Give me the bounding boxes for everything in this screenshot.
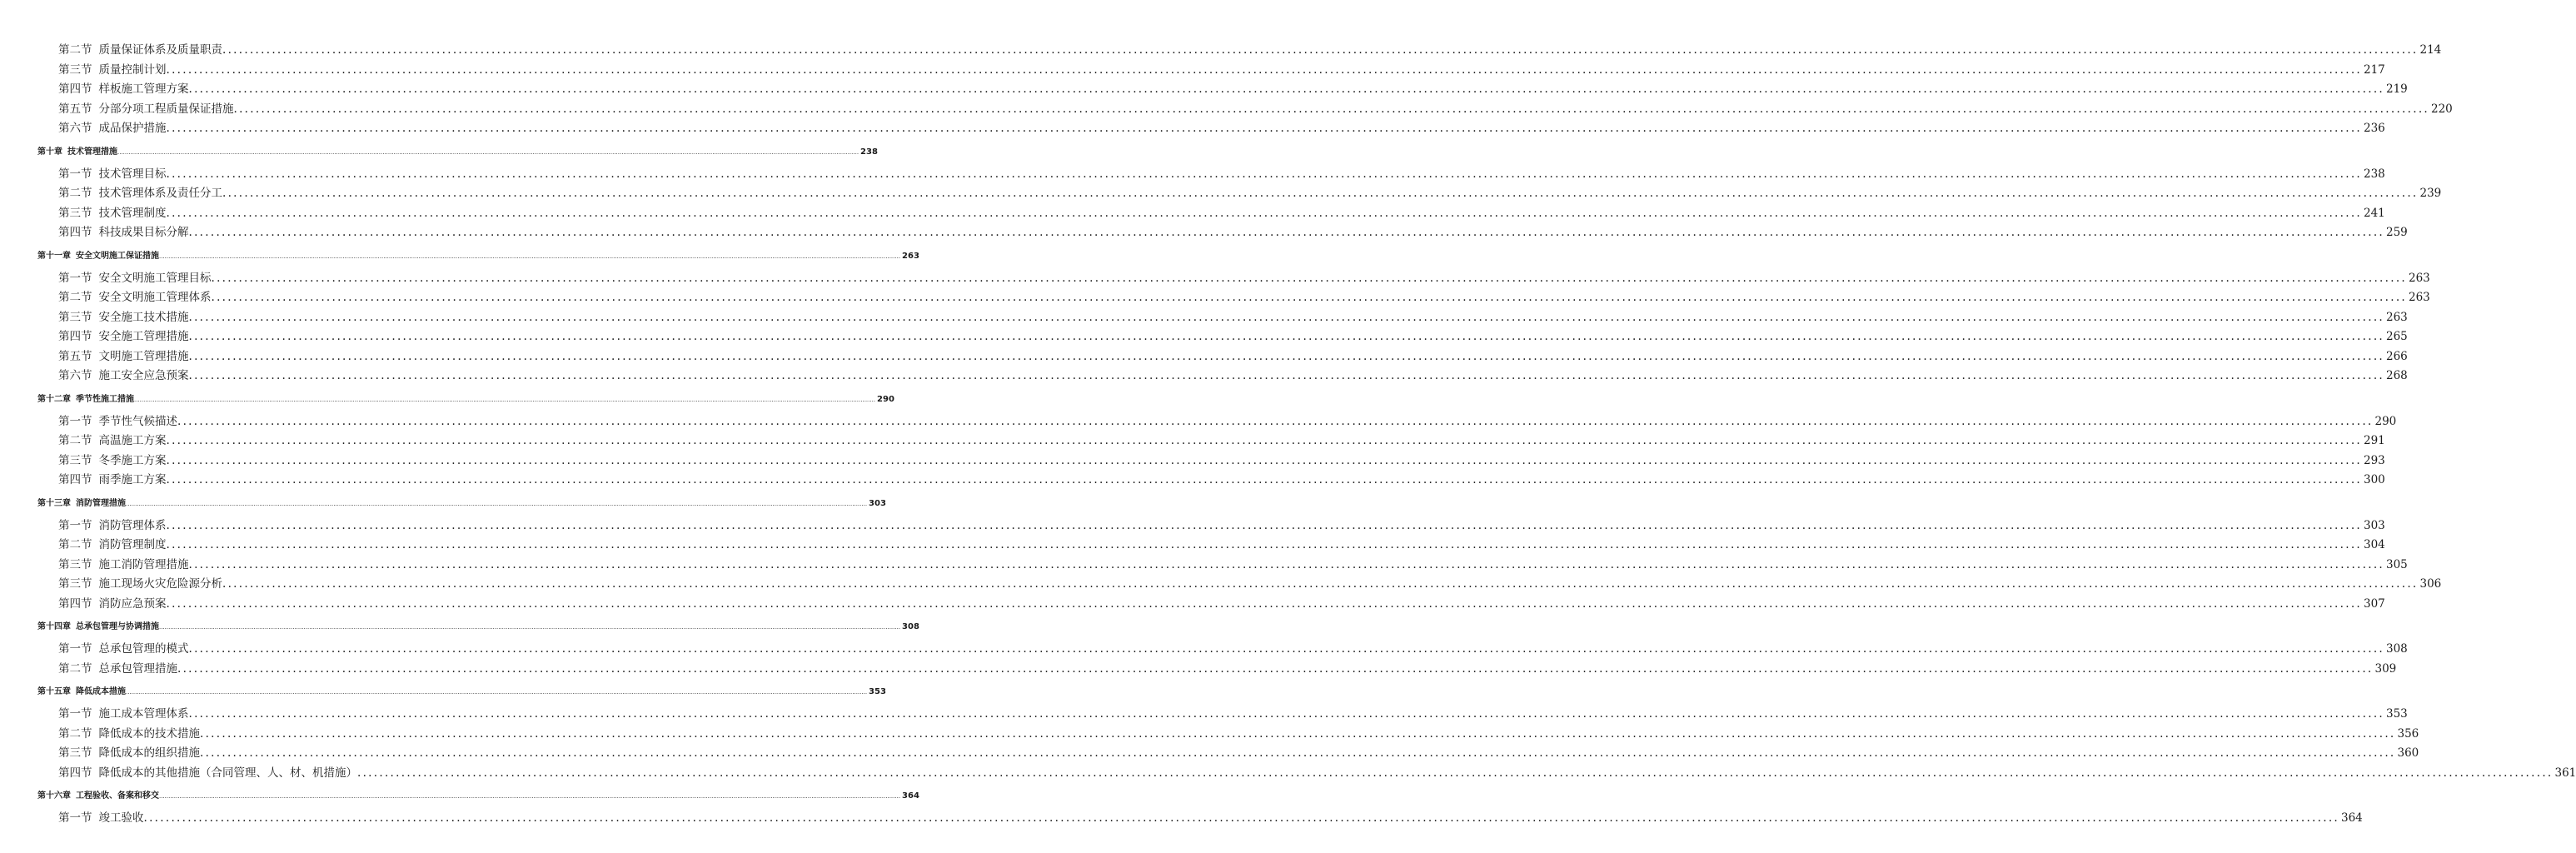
dot-leader: ................................................................................................................................................................................................................................................................................................................................................................................................................ [117, 148, 859, 156]
section-title: 安全施工管理措施 [98, 330, 189, 343]
page-number: 290 [2374, 414, 2397, 428]
toc-section-entry[interactable] [58, 535, 2385, 551]
toc-section-entry[interactable] [58, 470, 2385, 486]
toc-section-entry[interactable] [58, 268, 2430, 285]
toc-chapter-entry[interactable] [37, 684, 886, 697]
toc-section-entry[interactable] [58, 327, 2408, 343]
toc-chapter-entry[interactable] [37, 248, 919, 262]
section-number: 第三节 [58, 310, 92, 324]
dot-leader: ................................................................................................................................................................................................................................................................................................................................................................................................................ [188, 349, 2384, 363]
page-number: 266 [2386, 349, 2408, 363]
section-title: 安全文明施工管理体系 [98, 291, 212, 304]
page-number: 303 [2364, 518, 2385, 532]
dot-leader: ................................................................................................................................................................................................................................................................................................................................................................................................................ [166, 596, 2362, 611]
section-number: 第四节 [58, 226, 92, 239]
section-number: 第一节 [58, 707, 92, 721]
chapter-number: 第十二章 [37, 394, 71, 404]
section-number: 第五节 [58, 102, 92, 116]
section-title: 降低成本的组织措施 [98, 746, 200, 760]
section-number: 第二节 [58, 434, 92, 447]
dot-leader: ................................................................................................................................................................................................................................................................................................................................................................................................................ [188, 82, 2384, 96]
dot-leader: ................................................................................................................................................................................................................................................................................................................................................................................................................ [222, 577, 2419, 591]
page-number: 238 [860, 147, 878, 157]
page-number: 265 [2386, 330, 2408, 343]
toc-section-entry[interactable] [58, 60, 2385, 77]
chapter-title: 技术管理措施 [67, 147, 117, 157]
dot-leader: ................................................................................................................................................................................................................................................................................................................................................................................................................ [159, 624, 901, 631]
toc-section-entry[interactable] [58, 763, 2576, 780]
page-number: 304 [2364, 538, 2385, 551]
section-title: 技术管理目标 [98, 167, 167, 181]
section-title: 质量保证体系及质量职责 [98, 43, 222, 57]
section-title: 安全施工技术措施 [98, 310, 189, 324]
section-number: 第四节 [58, 766, 92, 780]
dot-leader: ................................................................................................................................................................................................................................................................................................................................................................................................................ [177, 661, 2374, 676]
page-number: 305 [2386, 557, 2408, 571]
page-number: 300 [2364, 473, 2385, 486]
dot-leader: ................................................................................................................................................................................................................................................................................................................................................................................................................ [143, 811, 2339, 825]
dot-leader: ................................................................................................................................................................................................................................................................................................................................................................................................................ [166, 538, 2362, 551]
toc-section-entry[interactable] [58, 307, 2408, 324]
chapter-number: 第十六章 [37, 791, 71, 801]
section-number: 第三节 [58, 577, 92, 591]
toc-chapter-entry[interactable] [37, 619, 919, 632]
chapter-number: 第十五章 [37, 687, 71, 696]
page-number: 353 [2386, 707, 2408, 721]
toc-section-entry[interactable] [58, 118, 2385, 135]
dot-leader: ................................................................................................................................................................................................................................................................................................................................................................................................................ [188, 226, 2384, 239]
dot-leader: ................................................................................................................................................................................................................................................................................................................................................................................................................ [200, 726, 2396, 741]
page-number: 219 [2386, 82, 2408, 96]
section-title: 文明施工管理措施 [98, 349, 189, 363]
page-number: 291 [2364, 434, 2385, 447]
toc-section-entry[interactable] [58, 79, 2408, 96]
section-number: 第三节 [58, 62, 92, 77]
toc-section-entry[interactable] [58, 347, 2408, 363]
dot-leader: ................................................................................................................................................................................................................................................................................................................................................................................................................ [188, 707, 2384, 721]
page-number: 308 [902, 622, 919, 631]
page-number: 236 [2364, 122, 2385, 135]
toc-section-entry[interactable] [58, 366, 2408, 382]
toc-chapter-entry[interactable] [37, 788, 919, 801]
section-title: 冬季施工方案 [98, 453, 167, 467]
section-title: 雨季施工方案 [98, 473, 167, 486]
chapter-number: 第十三章 [37, 498, 71, 508]
toc-section-entry[interactable] [58, 516, 2385, 532]
page-number: 239 [2419, 187, 2442, 200]
toc-section-entry[interactable] [58, 431, 2385, 447]
chapter-number: 第十四章 [37, 622, 71, 631]
dot-leader: ................................................................................................................................................................................................................................................................................................................................................................................................................ [222, 43, 2419, 57]
toc-section-entry[interactable] [58, 659, 2397, 676]
toc-section-entry[interactable] [58, 412, 2397, 428]
dot-leader: ................................................................................................................................................................................................................................................................................................................................................................................................................ [134, 396, 876, 403]
dot-leader: ................................................................................................................................................................................................................................................................................................................................................................................................................ [166, 122, 2362, 135]
page-number: 263 [2386, 310, 2408, 324]
toc-section-entry[interactable] [58, 164, 2385, 181]
toc-chapter-entry[interactable] [37, 496, 886, 509]
section-number: 第二节 [58, 187, 92, 200]
toc-section-entry[interactable] [58, 222, 2408, 239]
page-number: 364 [2341, 811, 2363, 825]
section-title: 施工消防管理措施 [98, 557, 189, 571]
dot-leader: ................................................................................................................................................................................................................................................................................................................................................................................................................ [188, 310, 2384, 324]
toc-section-entry[interactable] [58, 594, 2385, 611]
chapter-title: 降低成本措施 [76, 687, 126, 696]
toc-section-entry[interactable] [58, 704, 2408, 721]
section-number: 第三节 [58, 557, 92, 571]
dot-leader: ................................................................................................................................................................................................................................................................................................................................................................................................................ [166, 62, 2362, 77]
dot-leader: ................................................................................................................................................................................................................................................................................................................................................................................................................ [211, 271, 2407, 285]
section-number: 第一节 [58, 167, 92, 181]
section-number: 第二节 [58, 661, 92, 676]
toc-section-entry[interactable] [58, 203, 2385, 220]
section-title: 消防管理制度 [98, 538, 167, 551]
section-title: 分部分项工程质量保证措施 [98, 102, 234, 116]
section-title: 降低成本的其他措施（合同管理、人、材、机措施） [98, 766, 357, 780]
page-number: 217 [2364, 62, 2385, 77]
page-number: 241 [2364, 206, 2385, 220]
section-number: 第二节 [58, 726, 92, 741]
dot-leader: ................................................................................................................................................................................................................................................................................................................................................................................................................ [188, 642, 2384, 656]
page-number: 308 [2386, 642, 2408, 656]
page-number: 214 [2419, 43, 2442, 57]
dot-leader: ................................................................................................................................................................................................................................................................................................................................................................................................................ [166, 473, 2362, 486]
dot-leader: ................................................................................................................................................................................................................................................................................................................................................................................................................ [177, 414, 2374, 428]
page-number: 309 [2374, 661, 2397, 676]
toc-chapter-entry[interactable] [37, 144, 878, 157]
section-title: 施工现场火灾危险源分析 [98, 577, 222, 591]
chapter-number: 第十一章 [37, 251, 71, 261]
dot-leader: ................................................................................................................................................................................................................................................................................................................................................................................................................ [188, 330, 2384, 343]
section-title: 安全文明施工管理目标 [98, 271, 212, 285]
section-number: 第一节 [58, 271, 92, 285]
page-number: 364 [902, 791, 919, 801]
dot-leader: ................................................................................................................................................................................................................................................................................................................................................................................................................ [166, 167, 2362, 181]
toc-section-entry[interactable] [58, 743, 2419, 760]
section-number: 第一节 [58, 518, 92, 532]
chapter-title: 消防管理措施 [76, 498, 126, 508]
toc-section-entry[interactable] [58, 451, 2385, 467]
page-number: 356 [2397, 726, 2419, 741]
page-number: 293 [2364, 453, 2385, 467]
page-number: 238 [2364, 167, 2385, 181]
dot-leader: ................................................................................................................................................................................................................................................................................................................................................................................................................ [188, 369, 2384, 382]
page-number: 361 [2554, 766, 2576, 780]
dot-leader: ................................................................................................................................................................................................................................................................................................................................................................................................................ [357, 766, 2554, 780]
dot-leader: ................................................................................................................................................................................................................................................................................................................................................................................................................ [222, 187, 2419, 200]
section-number: 第五节 [58, 349, 92, 363]
chapter-title: 季节性施工措施 [76, 394, 134, 404]
toc-section-entry[interactable] [58, 287, 2430, 304]
toc-chapter-entry[interactable] [37, 392, 894, 405]
page-number: 263 [2409, 291, 2430, 304]
section-title: 技术管理体系及责任分工 [98, 187, 222, 200]
chapter-title: 总承包管理与协调措施 [76, 622, 159, 631]
section-number: 第四节 [58, 330, 92, 343]
section-number: 第六节 [58, 122, 92, 135]
section-title: 科技成果目标分解 [98, 226, 189, 239]
toc-section-entry[interactable] [58, 555, 2408, 571]
section-number: 第一节 [58, 414, 92, 428]
section-title: 消防应急预案 [98, 596, 167, 611]
section-number: 第三节 [58, 746, 92, 760]
section-number: 第二节 [58, 43, 92, 57]
dot-leader: ................................................................................................................................................................................................................................................................................................................................................................................................................ [166, 206, 2362, 220]
section-number: 第二节 [58, 538, 92, 551]
page-number: 268 [2386, 369, 2408, 382]
dot-leader: ................................................................................................................................................................................................................................................................................................................................................................................................................ [159, 793, 901, 800]
chapter-title: 安全文明施工保证措施 [76, 251, 159, 261]
toc-section-entry[interactable] [58, 808, 2363, 825]
toc-section-entry[interactable] [58, 183, 2442, 200]
section-number: 第三节 [58, 206, 92, 220]
chapter-number: 第十章 [37, 147, 62, 157]
section-title: 季节性气候描述 [98, 414, 177, 428]
page-number: 360 [2397, 746, 2419, 760]
toc-section-entry[interactable] [58, 99, 2453, 116]
dot-leader: ................................................................................................................................................................................................................................................................................................................................................................................................................ [188, 557, 2384, 571]
section-title: 技术管理制度 [98, 206, 167, 220]
dot-leader: ................................................................................................................................................................................................................................................................................................................................................................................................................ [211, 291, 2407, 304]
chapter-title: 工程验收、备案和移交 [76, 791, 159, 801]
page-number: 307 [2364, 596, 2385, 611]
page-number: 259 [2386, 226, 2408, 239]
section-number: 第二节 [58, 291, 92, 304]
section-number: 第四节 [58, 596, 92, 611]
section-title: 施工成本管理体系 [98, 707, 189, 721]
dot-leader: ................................................................................................................................................................................................................................................................................................................................................................................................................ [166, 518, 2362, 532]
dot-leader: ................................................................................................................................................................................................................................................................................................................................................................................................................ [126, 500, 868, 507]
section-title: 样板施工管理方案 [98, 82, 189, 96]
section-title: 高温施工方案 [98, 434, 167, 447]
page-number: 306 [2419, 577, 2442, 591]
page-number: 220 [2431, 102, 2453, 116]
section-title: 总承包管理措施 [98, 661, 177, 676]
section-number: 第一节 [58, 811, 92, 825]
dot-leader: ................................................................................................................................................................................................................................................................................................................................................................................................................ [159, 252, 901, 260]
page-number: 353 [869, 687, 886, 696]
dot-leader: ................................................................................................................................................................................................................................................................................................................................................................................................................ [200, 746, 2396, 760]
toc-section-entry[interactable] [58, 40, 2442, 57]
page-number: 303 [869, 498, 886, 508]
section-title: 施工安全应急预案 [98, 369, 189, 382]
dot-leader: ................................................................................................................................................................................................................................................................................................................................................................................................................ [126, 689, 868, 696]
section-title: 消防管理体系 [98, 518, 167, 532]
dot-leader: ................................................................................................................................................................................................................................................................................................................................................................................................................ [233, 102, 2429, 116]
section-title: 质量控制计划 [98, 62, 167, 77]
toc-section-entry[interactable] [58, 639, 2408, 656]
section-title: 总承包管理的模式 [98, 642, 189, 656]
section-number: 第三节 [58, 453, 92, 467]
section-title: 成品保护措施 [98, 122, 167, 135]
page-number: 290 [877, 394, 894, 404]
toc-section-entry[interactable] [58, 724, 2419, 741]
page-number: 263 [2409, 271, 2430, 285]
section-number: 第四节 [58, 82, 92, 96]
toc-section-entry[interactable] [58, 574, 2442, 591]
dot-leader: ................................................................................................................................................................................................................................................................................................................................................................................................................ [166, 434, 2362, 447]
section-title: 降低成本的技术措施 [98, 726, 200, 741]
page-number: 263 [902, 251, 919, 261]
section-number: 第六节 [58, 369, 92, 382]
section-number: 第四节 [58, 473, 92, 486]
section-number: 第一节 [58, 642, 92, 656]
section-title: 竣工验收 [98, 811, 144, 825]
dot-leader: ................................................................................................................................................................................................................................................................................................................................................................................................................ [166, 453, 2362, 467]
